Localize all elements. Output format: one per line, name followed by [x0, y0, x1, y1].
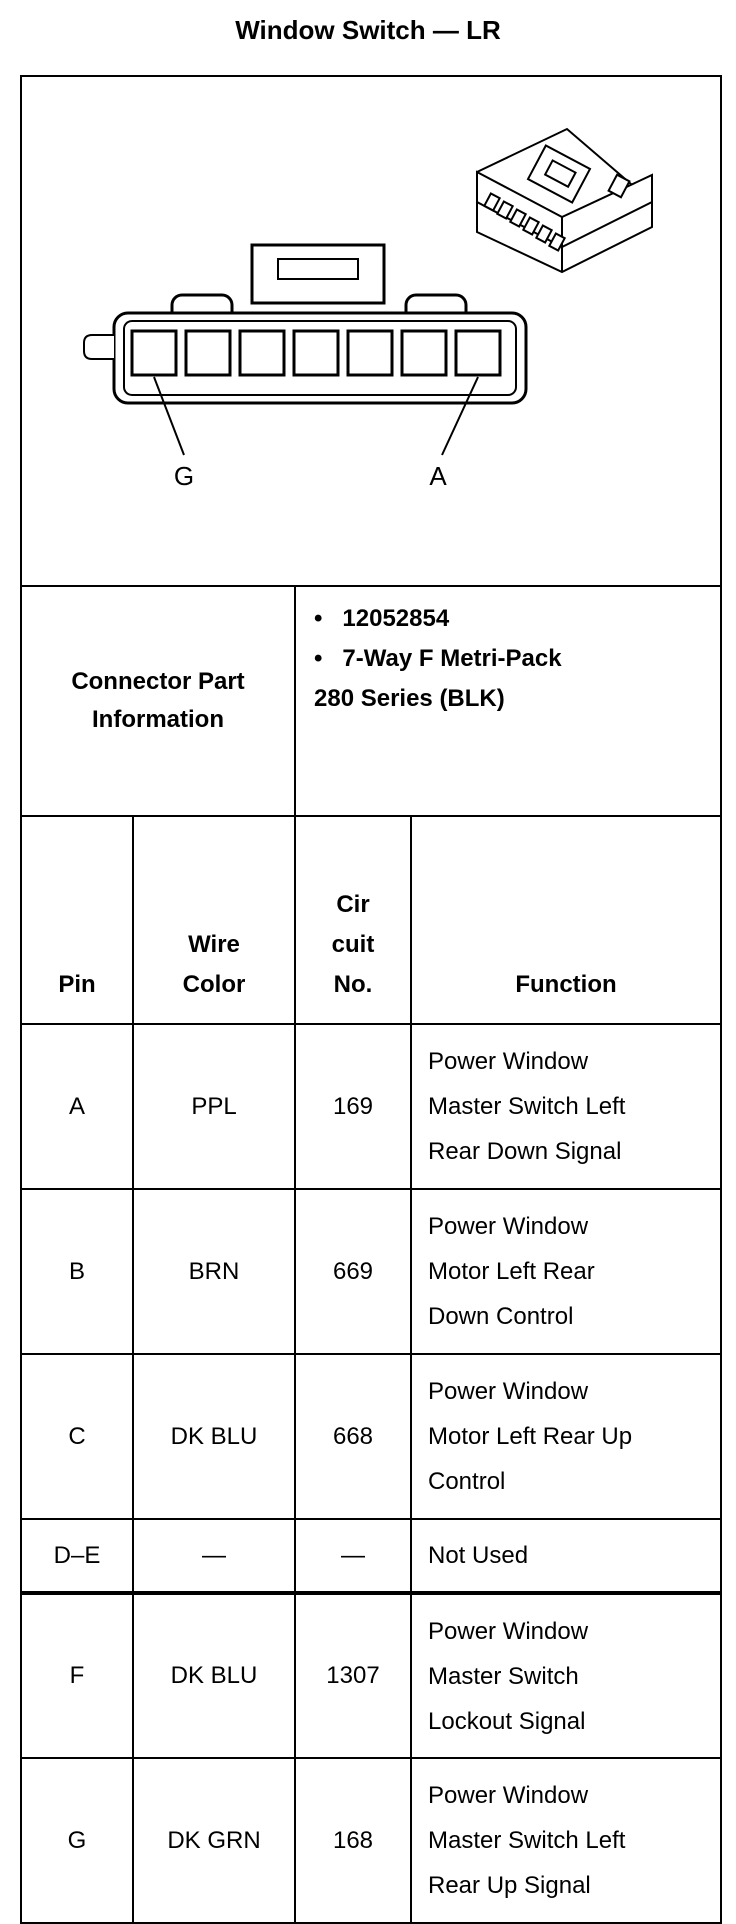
wire-color-cell: DK GRN [133, 1758, 295, 1923]
table-row [21, 1519, 721, 1593]
connector-info-label-line1: Connector Part [71, 668, 245, 695]
connector-info-value [295, 586, 721, 816]
header-pin: Pin [21, 816, 133, 1024]
function-cell: Not Used [411, 1519, 721, 1593]
connector-series: 280 Series (BLK) [314, 685, 505, 712]
function-cell: Power Window Master Switch Lockout Signal [411, 1593, 721, 1758]
connector-info-label [21, 586, 295, 816]
connector-table [20, 75, 722, 1924]
wire-color-cell: DK BLU [133, 1593, 295, 1758]
wire-color-cell: DK BLU [133, 1354, 295, 1519]
connector-info-label-line2: Information [92, 706, 224, 733]
connector-drawing [22, 77, 722, 585]
connector-diagram [21, 76, 721, 586]
connector-3d-view [477, 129, 652, 272]
connector-type: • 7-Way F Metri-Pack [314, 645, 562, 672]
connector-face [84, 245, 526, 403]
pin-cell: F [21, 1593, 133, 1758]
circuit-cell: — [295, 1519, 411, 1593]
circuit-cell: 168 [295, 1758, 411, 1923]
circuit-cell: 668 [295, 1354, 411, 1519]
pin-cell: C [21, 1354, 133, 1519]
function-cell: Power Window Motor Left Rear Down Control [411, 1189, 721, 1354]
table-row [21, 1189, 721, 1354]
wire-color-cell: PPL [133, 1024, 295, 1189]
table-row [21, 1593, 721, 1758]
table-row [21, 1354, 721, 1519]
circuit-cell: 669 [295, 1189, 411, 1354]
circuit-cell: 169 [295, 1024, 411, 1189]
pin-cell: G [21, 1758, 133, 1923]
header-wire-color: Wire Color [133, 816, 295, 1024]
pin-label-a: A [429, 461, 447, 491]
pin-cell: B [21, 1189, 133, 1354]
header-circuit-no: Cir cuit No. [295, 816, 411, 1024]
wire-color-cell: — [133, 1519, 295, 1593]
part-number: • 12052854 [314, 605, 450, 632]
page-title: Window Switch — LR [235, 14, 501, 45]
pin-cavities [132, 331, 500, 375]
table-row [21, 1758, 721, 1923]
pin-cell: A [21, 1024, 133, 1189]
function-cell: Power Window Master Switch Left Rear Up Signal [411, 1758, 721, 1923]
pin-cell: D–E [21, 1519, 133, 1593]
wire-color-cell: BRN [133, 1189, 295, 1354]
circuit-cell: 1307 [295, 1593, 411, 1758]
table-row [21, 1024, 721, 1189]
function-cell: Power Window Master Switch Left Rear Down Signal [411, 1024, 721, 1189]
header-function: Function [411, 816, 721, 1024]
function-cell: Power Window Motor Left Rear Up Control [411, 1354, 721, 1519]
pin-label-g: G [173, 461, 195, 491]
